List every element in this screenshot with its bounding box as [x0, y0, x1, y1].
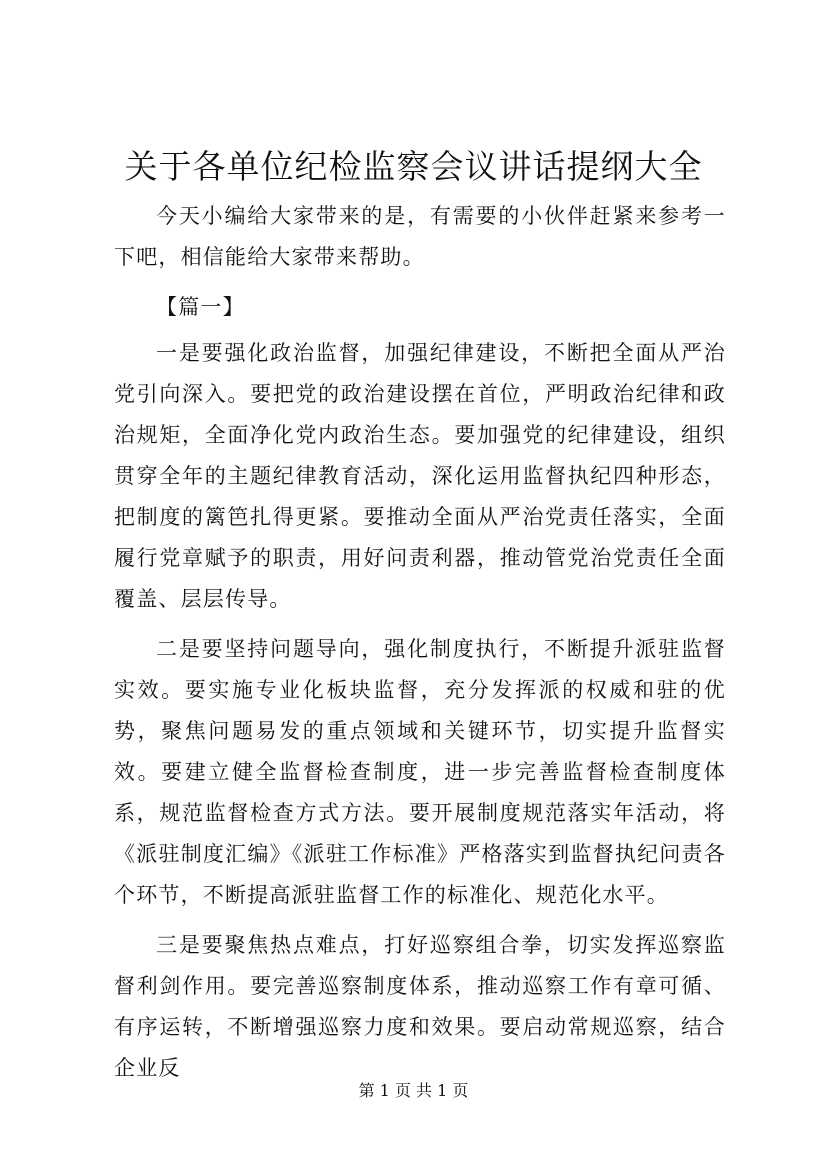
body-paragraph-3: 三是要聚焦热点难点，打好巡察组合拳，切实发挥巡察监督利剑作用。要完善巡察制度体系，推动巡察工作有章可循、有序运转，不断增强巡察力度和效果。要启动常规巡察，结合企业反 — [114, 933, 726, 1080]
document-body — [114, 196, 726, 1098]
body-paragraph-1: 一是要强化政治监督，加强纪律建设，不断把全面从严治党引向深入。要把党的政治建设摆在首位，严明政治纪律和政治规矩，全面净化党内政治生态。要加强党的纪律建设，组织贯穿全年的主题纪律教育活动，深化运用监督执纪四种形态，把制度的篱笆扎得更紧。要推动全面从严治党责任落实，全面履行党章赋予的职责，用好问责利器，推动管党治党责任全面覆盖、层层传导。 — [114, 341, 726, 611]
section-heading: 【篇一】 — [156, 295, 245, 319]
body-paragraph-2: 二是要坚持问题导向，强化制度执行，不断提升派驻监督实效。要实施专业化板块监督，充分发挥派的权威和驻的优势，聚焦问题易发的重点领域和关键环节，切实提升监督实效。要建立健全监督检查制度，进一步完善监督检查制度体系，规范监督检查方式方法。要开展制度规范落实年活动，将《派驻制度汇编》《派驻工作标准》严格落实到监督执纪问责各个环节，不断提高派驻监督工作的标准化、规范化水平。 — [114, 637, 726, 907]
page-footer: 第 1 页 共 1 页 — [358, 1081, 469, 1100]
intro-paragraph: 今天小编给大家带来的是，有需要的小伙伴赶紧来参考一下吧，相信能给大家带来帮助。 — [114, 204, 726, 269]
document-title: 关于各单位纪检监察会议讲话提纲大全 — [124, 147, 703, 186]
